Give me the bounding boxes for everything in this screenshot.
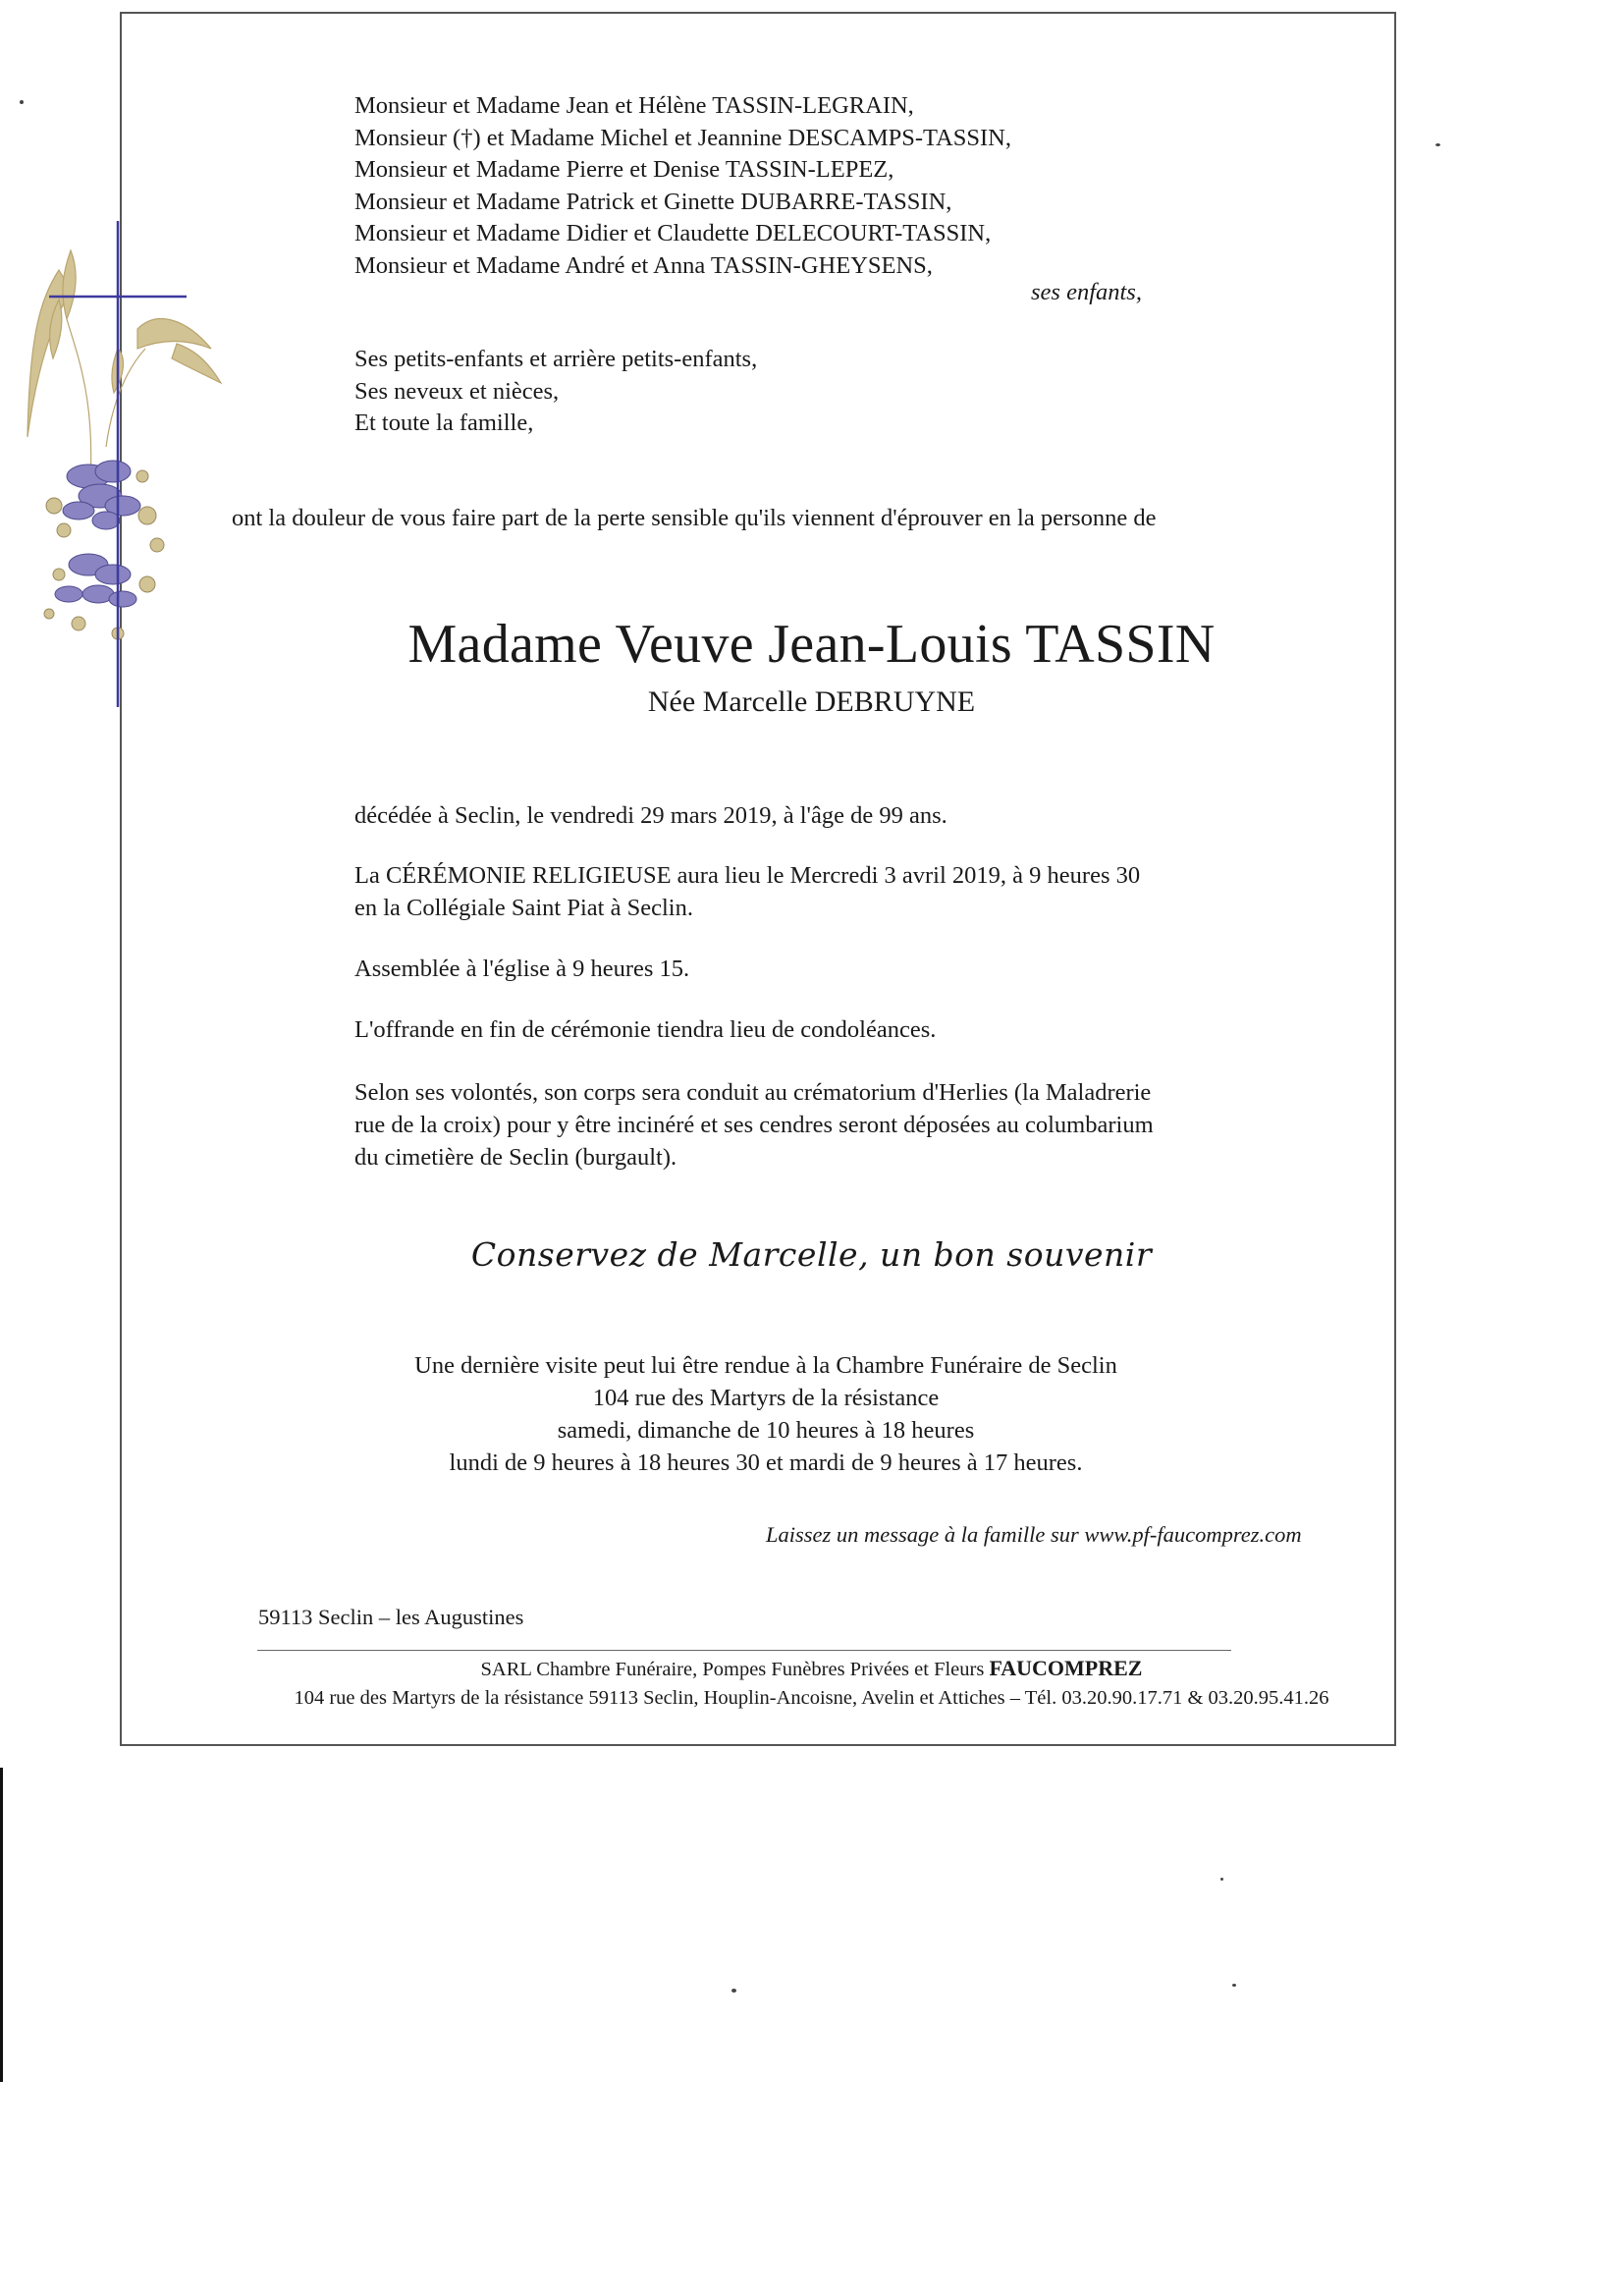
scan-speck — [20, 100, 24, 104]
wishes-info — [354, 1076, 1154, 1174]
wishes-line: du cimetière de Seclin (burgault). — [354, 1144, 677, 1171]
scan-speck — [731, 1989, 736, 1993]
ceremony-info — [354, 859, 1140, 924]
family-line: Monsieur et Madame Didier et Claudette DELECOURT-TASSIN, — [354, 220, 992, 246]
extended-family-list — [354, 344, 757, 440]
footer — [0, 1654, 1623, 1713]
footer-divider — [257, 1650, 1231, 1651]
family-line: Monsieur et Madame Pierre et Denise TASSIN-LEPEZ, — [354, 156, 894, 183]
scan-edge-line — [0, 1768, 3, 2082]
family-line: Et toute la famille, — [354, 410, 534, 436]
children-label: ses enfants, — [1031, 279, 1142, 305]
scan-speck — [1232, 1984, 1236, 1987]
company-name: SARL Chambre Funéraire, Pompes Funèbres Privées et Fleurs — [480, 1659, 985, 1680]
visit-line: 104 rue des Martyrs de la résistance — [592, 1385, 940, 1411]
footer-company-line — [0, 1654, 1623, 1684]
family-line: Monsieur (†) et Madame Michel et Jeannine DESCAMPS-TASSIN, — [354, 124, 1011, 151]
family-line: Ses petits-enfants et arrière petits-enfants, — [354, 346, 758, 372]
scan-speck — [1435, 143, 1440, 146]
family-line: Ses neveux et nièces, — [354, 377, 560, 405]
announcement-text: ont la douleur de vous faire part de la perte sensible qu'ils viennent d'éprouver en la personne de — [232, 505, 1157, 531]
company-brand: FAUCOMPREZ — [989, 1656, 1143, 1680]
wishes-line: rue de la croix) pour y être incinéré et ses cendres seront déposées au columbarium — [354, 1112, 1154, 1138]
maiden-name: Née Marcelle DEBRUYNE — [647, 685, 976, 718]
scan-speck — [1220, 1878, 1223, 1881]
visit-info — [0, 1349, 1532, 1479]
death-notice: décédée à Seclin, le vendredi 29 mars 2019, à l'âge de 99 ans. — [354, 802, 947, 829]
website-message: Laissez un message à la famille sur www.pf-faucomprez.com — [766, 1522, 1302, 1547]
wishes-line: Selon ses volontés, son corps sera conduit au crématorium d'Herlies (la Maladrerie — [354, 1079, 1152, 1106]
visit-line: Une dernière visite peut lui être rendue à la Chambre Funéraire de Seclin — [414, 1352, 1117, 1379]
assembly-info: Assemblée à l'église à 9 heures 15. — [354, 956, 690, 982]
footer-address: 104 rue des Martyrs de la résistance 59113 Seclin, Houplin-Ancoisne, Avelin et Attiches – Tél. 03.20.90.17.71 & 03.20.95.41.26 — [294, 1687, 1329, 1709]
children-list — [354, 90, 1011, 282]
keepsake-message: Conservez de Marcelle, un bon souvenir — [470, 1235, 1153, 1274]
visit-line: samedi, dimanche de 10 heures à 18 heures — [557, 1417, 975, 1444]
location-text: 59113 Seclin – les Augustines — [258, 1605, 524, 1629]
visit-line: lundi de 9 heures à 18 heures 30 et mardi de 9 heures à 17 heures. — [449, 1449, 1083, 1476]
family-line: Monsieur et Madame Patrick et Ginette DUBARRE-TASSIN, — [354, 188, 952, 215]
ceremony-line: La CÉRÉMONIE RELIGIEUSE aura lieu le Mercredi 3 avril 2019, à 9 heures 30 — [354, 862, 1141, 889]
offering-info: L'offrande en fin de cérémonie tiendra lieu de condoléances. — [354, 1016, 937, 1043]
deceased-name: Madame Veuve Jean-Louis TASSIN — [407, 614, 1216, 675]
ceremony-line: en la Collégiale Saint Piat à Seclin. — [354, 895, 693, 921]
family-line: Monsieur et Madame André et Anna TASSIN-GHEYSENS, — [354, 251, 933, 279]
family-line: Monsieur et Madame Jean et Hélène TASSIN-LEGRAIN, — [354, 92, 914, 119]
